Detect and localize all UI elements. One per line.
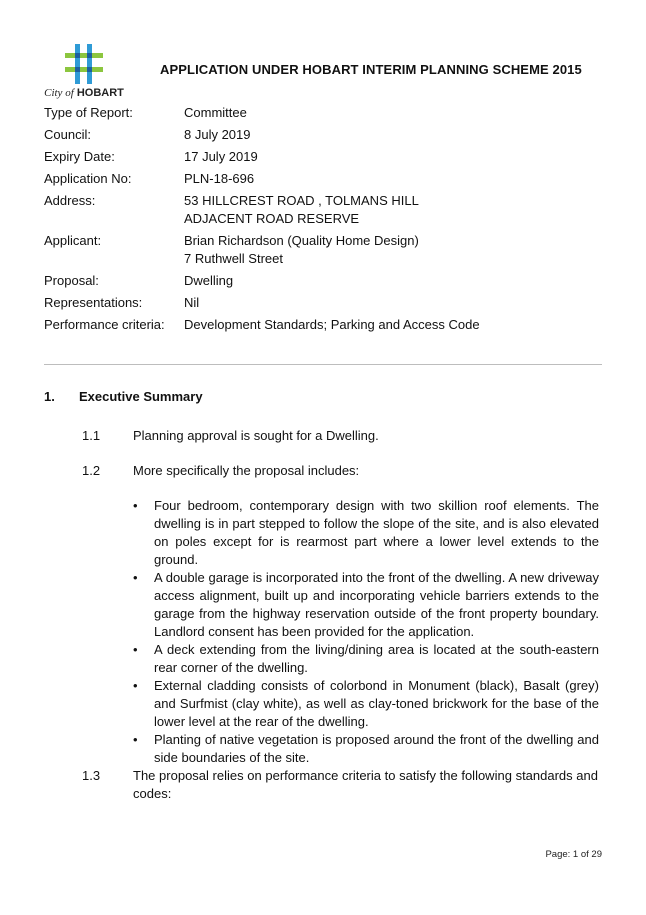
paragraph-text: Planning approval is sought for a Dwelling. (133, 428, 379, 443)
meta-value-line: Development Standards; Parking and Access Code (184, 317, 480, 332)
bullet-item: • A deck extending from the living/dining area is located at the south-eastern rear corner of the dwelling. (133, 641, 599, 677)
meta-row (44, 192, 614, 228)
section-title: Executive Summary (79, 389, 203, 404)
meta-value-line: Nil (184, 295, 200, 310)
meta-label: Applicant: (44, 233, 102, 248)
meta-value-line: 8 July 2019 (184, 127, 251, 142)
meta-value-line: ADJACENT ROAD RESERVE (184, 211, 360, 226)
meta-row (44, 294, 614, 312)
meta-row (44, 170, 614, 188)
meta-value (184, 170, 614, 188)
meta-row (44, 104, 614, 122)
meta-value-line: 53 HILLCREST ROAD , TOLMANS HILL (184, 193, 419, 208)
paragraph-text: More specifically the proposal includes: (133, 463, 360, 478)
section-divider (44, 364, 602, 365)
meta-value-line: 7 Ruthwell Street (184, 251, 283, 266)
meta-label: Proposal: (44, 273, 99, 288)
meta-row (44, 232, 614, 268)
meta-value (184, 192, 614, 228)
report-details (44, 104, 614, 338)
section-number: 1. (44, 389, 55, 404)
meta-row (44, 316, 614, 334)
paragraph-number: 1.2 (82, 463, 101, 478)
meta-row (44, 148, 614, 166)
meta-value (184, 294, 614, 312)
meta-value-line: 17 July 2019 (184, 149, 258, 164)
meta-value-line: Brian Richardson (Quality Home Design) (184, 233, 419, 248)
page-number: Page: 1 of 29 (545, 849, 602, 860)
proposal-bullet-list (133, 497, 599, 767)
meta-label: Address: (44, 193, 96, 208)
paragraph-1-2 (82, 462, 598, 480)
meta-value (184, 126, 614, 144)
meta-value-line: PLN-18-696 (184, 171, 255, 186)
logo-text: City of HOBART (44, 87, 124, 99)
bullet-item: • Planting of native vegetation is proposed around the front of the dwelling and side boundaries of the site. (133, 731, 599, 767)
meta-label: Performance criteria: (44, 317, 165, 332)
paragraph-1-3 (82, 767, 598, 803)
meta-label: Application No: (44, 171, 132, 186)
meta-label: Representations: (44, 295, 143, 310)
document-title: APPLICATION UNDER HOBART INTERIM PLANNING SCHEME 2015 (160, 62, 582, 77)
bullet-item: • External cladding consists of colorbond in Monument (black), Basalt (grey) and Surfmist (clay white), as well as clay-toned brickwork for the base of the lower level at the rear of the dwelling. (133, 677, 599, 731)
paragraph-number: 1.1 (82, 428, 101, 443)
hobart-logo-icon (65, 44, 103, 84)
meta-value-line: Dwelling (184, 273, 234, 288)
meta-value (184, 232, 614, 268)
city-of-hobart-logo (44, 44, 124, 100)
meta-value (184, 272, 614, 290)
meta-row (44, 272, 614, 290)
paragraph-number: 1.3 (82, 768, 101, 783)
paragraph-1-1 (82, 427, 598, 445)
meta-label: Council: (44, 127, 91, 142)
meta-value (184, 316, 614, 334)
bullet-item: • Four bedroom, contemporary design with two skillion roof elements. The dwelling is in part stepped to follow the slope of the site, and is also elevated on poles except for is rearmost part where a lower level extends to the ground. (133, 497, 599, 569)
section-heading (44, 389, 203, 404)
paragraph-text: The proposal relies on performance criteria to satisfy the following standards and codes: (133, 768, 598, 801)
meta-value-line: Committee (184, 105, 247, 120)
bullet-item: • A double garage is incorporated into the front of the dwelling. A new driveway access alignment, built up and incorporating vehicle barriers extends to the garage from the highway reservation outside of the front property boundary. Landlord consent has been provided for the application. (133, 569, 599, 641)
meta-row (44, 126, 614, 144)
meta-value (184, 148, 614, 166)
meta-label: Type of Report: (44, 105, 133, 120)
meta-label: Expiry Date: (44, 149, 115, 164)
meta-value (184, 104, 614, 122)
